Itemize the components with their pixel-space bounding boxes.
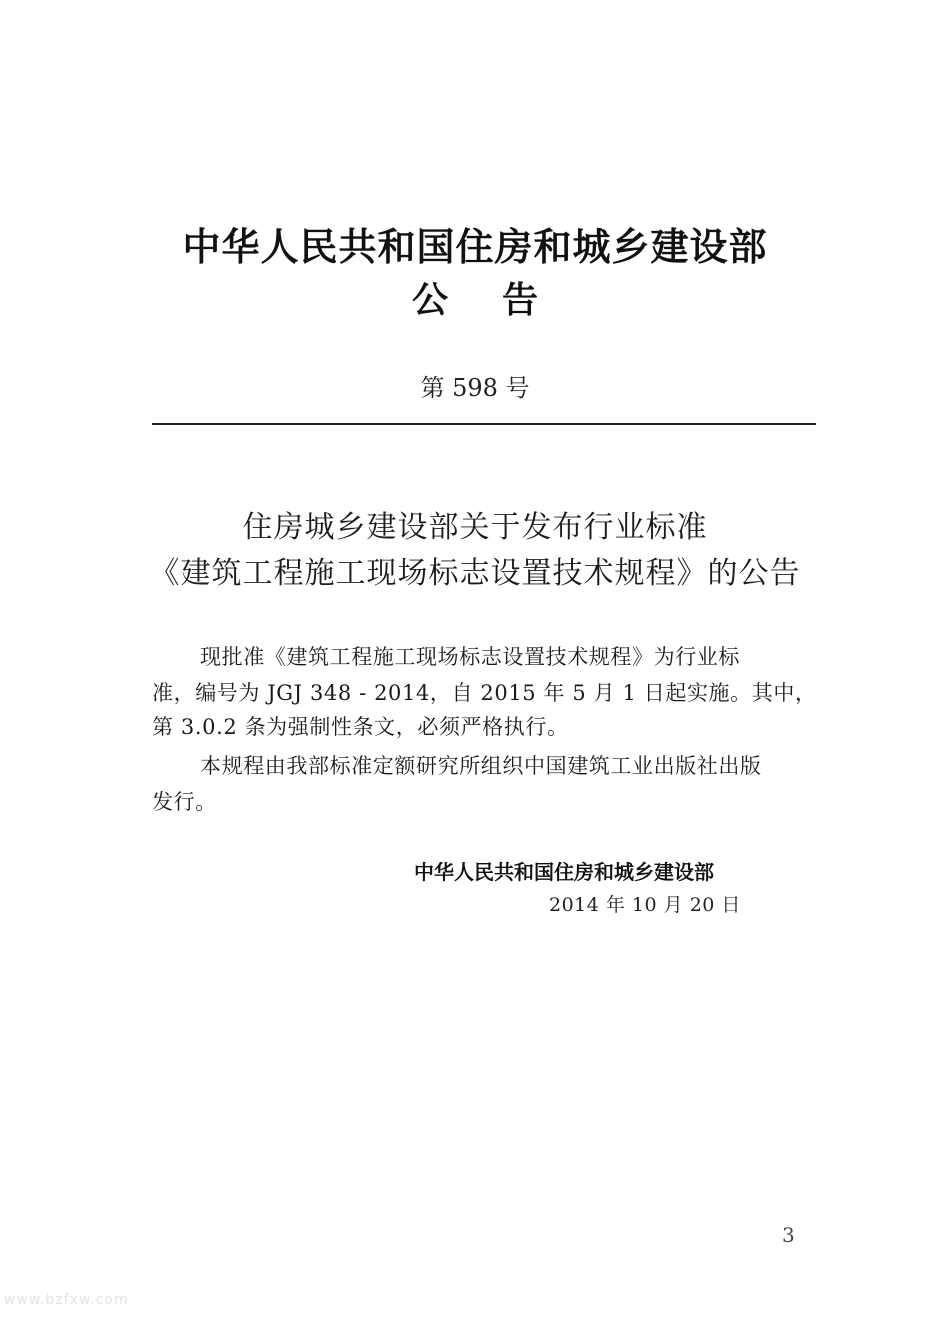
document-title-line-2: 《建筑工程施工现场标志设置技术规程》的公告	[149, 556, 801, 591]
body-line: 现批准《建筑工程施工现场标志设置技术规程》为行业标	[200, 645, 740, 669]
ministry-title: 中华人民共和国住房和城乡建设部	[182, 225, 768, 269]
signature-date: 2014 年 10 月 20 日	[549, 894, 741, 916]
signature-organization: 中华人民共和国住房和城乡建设部	[414, 860, 714, 884]
document-title-line-1: 住房城乡建设部关于发布行业标准	[242, 510, 708, 545]
body-line: 准，编号为 JGJ 348 - 2014，自 2015 年 5 月 1 日起实施。其中，	[152, 681, 817, 705]
body-line: 第 3.0.2 条为强制性条文，必须严格执行。	[152, 715, 569, 739]
page-number: 3	[782, 1223, 795, 1247]
notice-number: 第 598 号	[420, 374, 530, 402]
announcement-label: 公告	[411, 280, 592, 321]
header-divider	[152, 423, 816, 425]
body-line: 发行。	[152, 790, 217, 814]
body-line: 本规程由我部标准定额研究所组织中国建筑工业出版社出版	[200, 754, 762, 778]
watermark-text: www.bzfxw.com	[4, 1292, 129, 1308]
